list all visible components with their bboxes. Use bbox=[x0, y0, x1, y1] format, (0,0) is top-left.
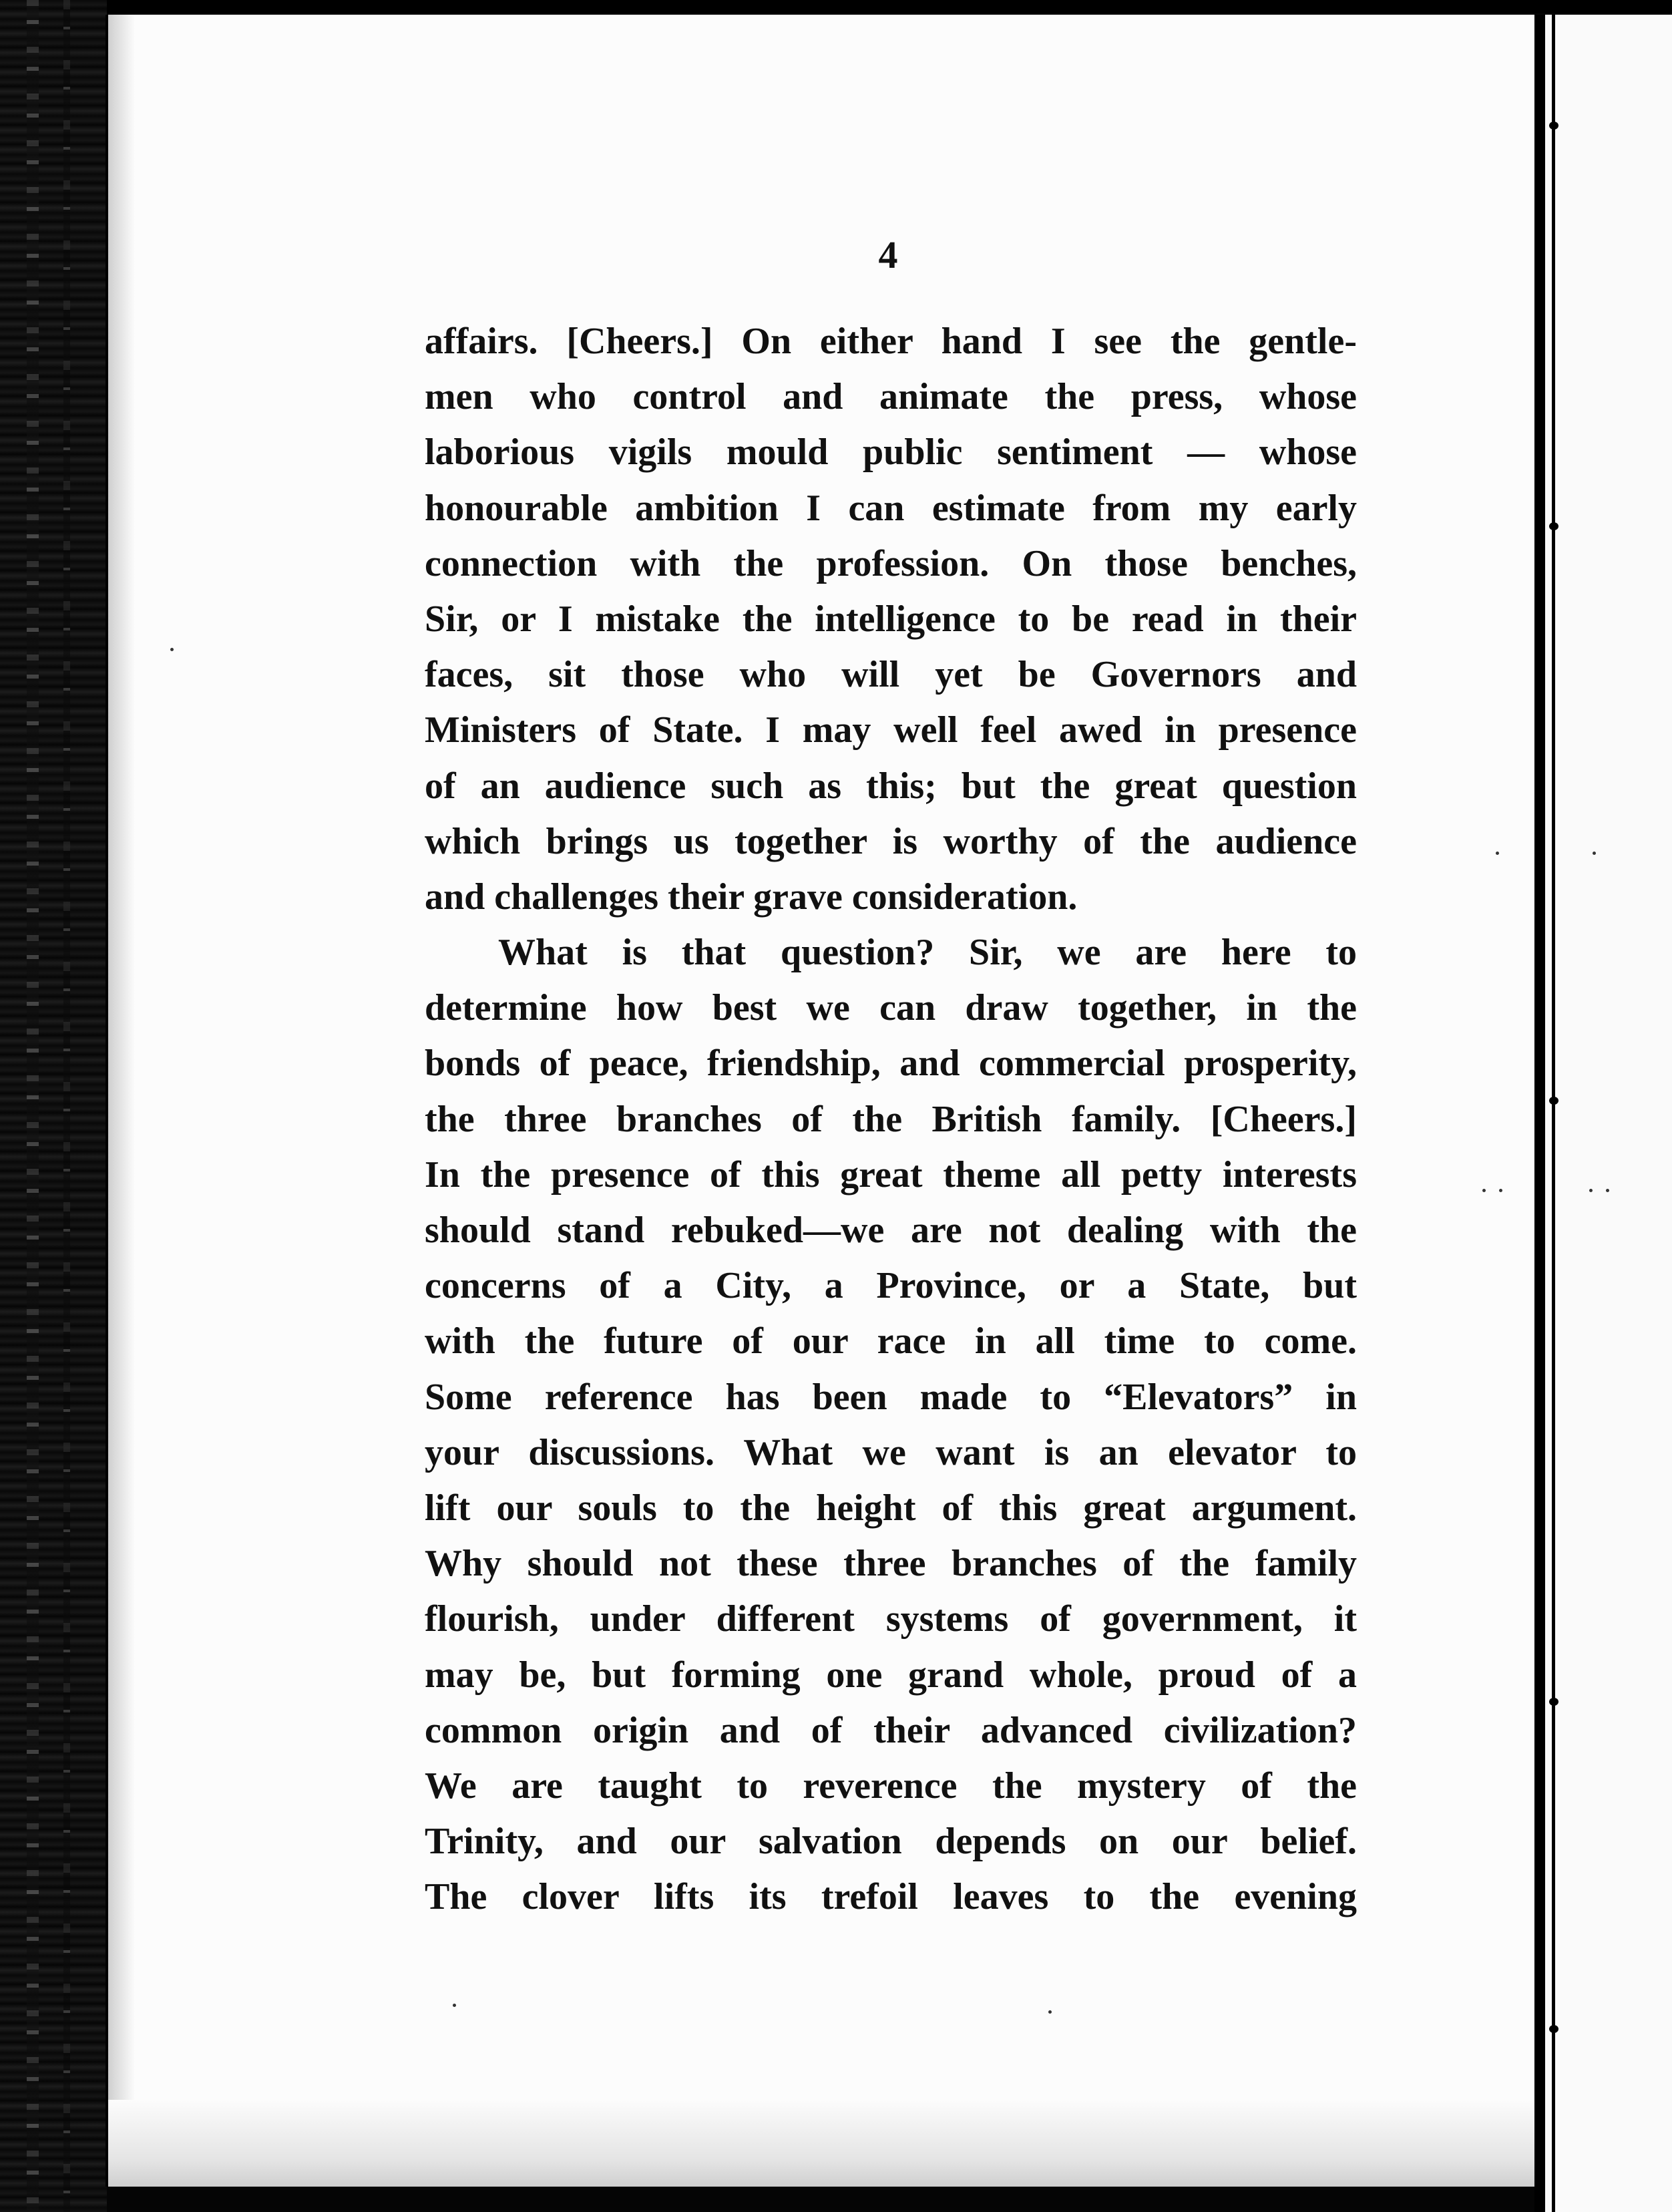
text-line: may be, but forming one grand whole, proud of a bbox=[425, 1654, 1357, 1696]
text-line: lift our souls to the height of this great argument. bbox=[425, 1487, 1357, 1529]
body-text bbox=[425, 314, 1357, 1925]
text-line: affairs. [Cheers.] On either hand I see the gentle- bbox=[425, 321, 1357, 362]
text-line: We are taught to reverence the mystery of the bbox=[425, 1765, 1357, 1807]
speck bbox=[170, 648, 174, 651]
text-line: your discussions. What we want is an elevator to bbox=[425, 1431, 1357, 1473]
next-page-edge bbox=[1534, 15, 1672, 2212]
text-line: The clover lifts its trefoil leaves to the evening bbox=[425, 1876, 1357, 1918]
page-bottom-shadow bbox=[108, 2100, 1537, 2187]
paragraph-first-line: What is that question? Sir, we are here to bbox=[498, 932, 1357, 974]
page-gap bbox=[1534, 15, 1545, 2212]
scan-top-edge bbox=[0, 0, 1672, 13]
text-line: should stand rebuked—we are not dealing with the bbox=[425, 1210, 1357, 1251]
speck bbox=[453, 2004, 456, 2007]
speck bbox=[1048, 2010, 1052, 2014]
page-edge-rule bbox=[1552, 15, 1555, 2212]
text-line: laborious vigils mould public sentiment — whose bbox=[425, 431, 1357, 474]
text-line: and challenges their grave consideration. bbox=[425, 876, 1078, 918]
speck bbox=[1496, 852, 1499, 855]
edge-mark bbox=[1549, 2025, 1558, 2033]
text-line: the three branches of the British family. [Cheers.] bbox=[425, 1098, 1357, 1140]
speck bbox=[1593, 852, 1596, 855]
text-line: bonds of peace, friendship, and commercial prosperity, bbox=[425, 1043, 1357, 1085]
speck bbox=[1499, 1189, 1502, 1192]
text-line: Ministers of State. I may well feel awed in presence bbox=[425, 709, 1357, 751]
binding-crease bbox=[63, 0, 70, 2212]
text-line: of an audience such as this; but the great question bbox=[425, 765, 1357, 807]
page-number: 4 bbox=[878, 233, 898, 276]
text-line: Sir, or I mistake the intelligence to be read in their bbox=[425, 598, 1357, 640]
text-line: honourable ambition I can estimate from my early bbox=[425, 487, 1357, 529]
text-line: common origin and of their advanced civilization? bbox=[425, 1709, 1357, 1751]
edge-mark bbox=[1549, 1698, 1558, 1706]
text-line: with the future of our race in all time to come. bbox=[425, 1320, 1357, 1362]
text-line: concerns of a City, a Province, or a State, but bbox=[425, 1265, 1357, 1307]
edge-mark bbox=[1549, 122, 1558, 130]
text-line: Why should not these three branches of the family bbox=[425, 1543, 1357, 1585]
text-line: faces, sit those who will yet be Governors and bbox=[425, 654, 1357, 696]
page-gutter-shadow bbox=[108, 15, 135, 2187]
text-line: In the presence of this great theme all petty interests bbox=[425, 1153, 1357, 1195]
edge-mark bbox=[1549, 1097, 1558, 1105]
speck bbox=[1589, 1189, 1593, 1192]
text-line: which brings us together is worthy of the audience bbox=[425, 820, 1357, 862]
binding-crease bbox=[27, 0, 39, 2212]
text-line: connection with the profession. On those benches, bbox=[425, 542, 1357, 584]
text-line: Trinity, and our salvation depends on our belief. bbox=[425, 1821, 1357, 1863]
text-line: Some reference has been made to “Elevators” in bbox=[425, 1376, 1357, 1418]
speck bbox=[1482, 1189, 1486, 1192]
speck bbox=[1606, 1189, 1609, 1192]
text-line: flourish, under different systems of government, it bbox=[425, 1598, 1357, 1640]
text-line: men who control and animate the press, whose bbox=[425, 376, 1357, 418]
book-binding bbox=[0, 0, 107, 2212]
text-line: determine how best we can draw together, in the bbox=[425, 987, 1357, 1029]
edge-mark bbox=[1549, 522, 1558, 530]
